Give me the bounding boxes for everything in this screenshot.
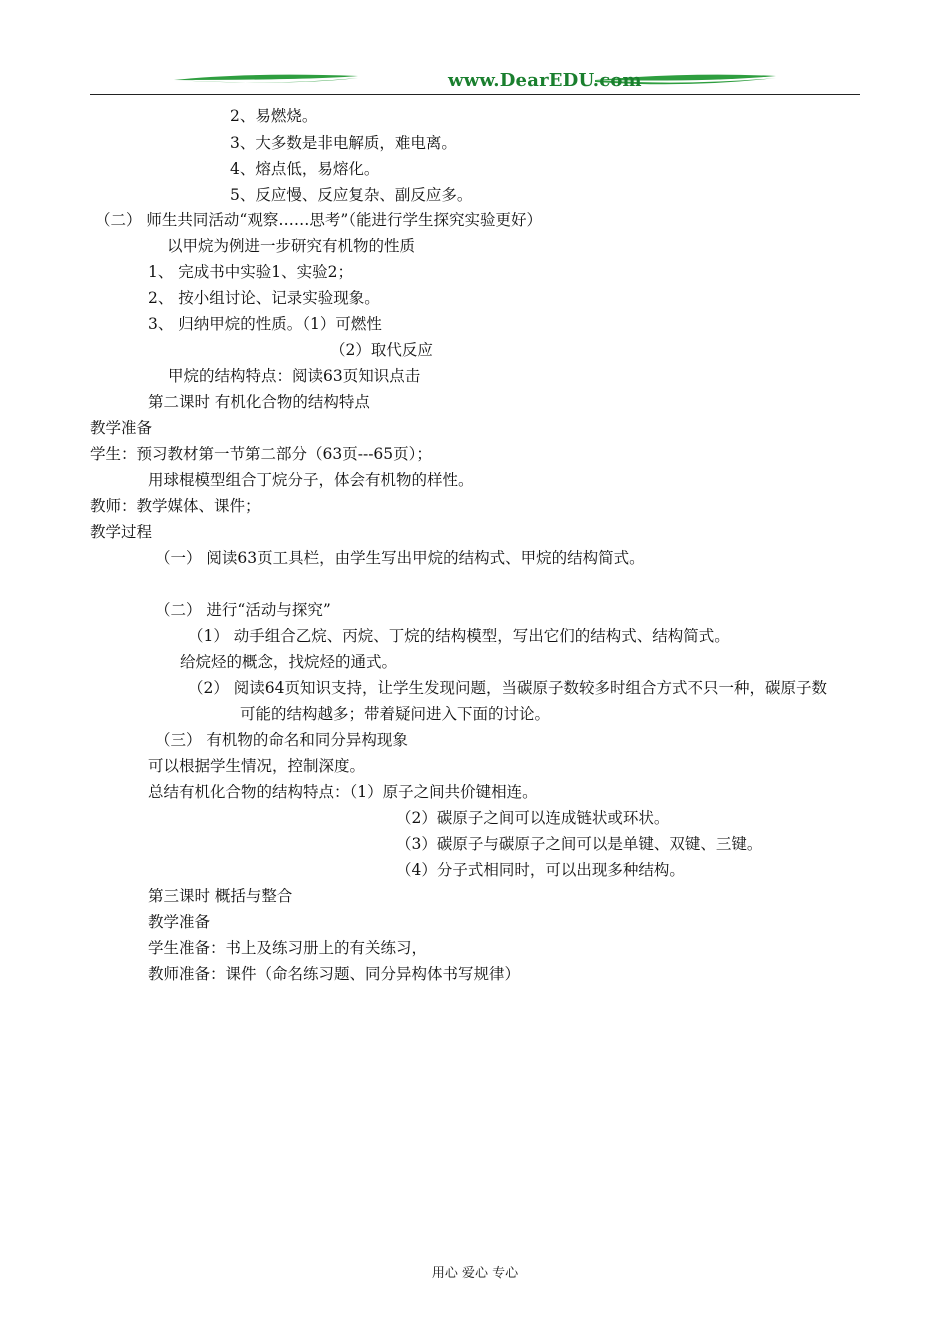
- lesson-heading: 第二课时 有机化合物的结构特点: [148, 393, 370, 411]
- text-line: 2、易燃烧。: [230, 107, 318, 125]
- text-line: （一） 阅读63页工具栏，由学生写出甲烷的结构式、甲烷的结构简式。: [155, 549, 645, 567]
- lesson-heading: 第三课时 概括与整合: [148, 887, 293, 905]
- text-line: （4）分子式相同时，可以出现多种结构。: [396, 861, 685, 879]
- text-line: 用球棍模型组合丁烷分子，体会有机物的样性。: [148, 471, 474, 489]
- text-line: 教学准备: [148, 913, 211, 931]
- text-line: 3、 归纳甲烷的性质。（1）可燃性: [148, 315, 382, 333]
- text-line: 2、 按小组讨论、记录实验现象。: [148, 289, 380, 307]
- text-line: 以甲烷为例进一步研究有机物的性质: [167, 237, 416, 255]
- text-line: （1） 动手组合乙烷、丙烷、丁烷的结构模型，写出它们的结构式、结构简式。: [188, 627, 730, 645]
- text-line: 教师：教学媒体、课件；: [90, 497, 261, 515]
- text-line: （二） 进行“活动与探究”: [155, 601, 331, 619]
- text-line: 教学准备: [90, 419, 153, 437]
- text-line: （2） 阅读64页知识支持，让学生发现问题，当碳原子数较多时组合方式不只一种，碳原子数: [188, 679, 828, 697]
- text-line: 给烷烃的概念，找烷烃的通式。: [180, 653, 398, 671]
- text-line: 教学过程: [90, 523, 153, 541]
- section-heading: （二） 师生共同活动“观察……思考”（能进行学生探究实验更好）: [95, 211, 543, 229]
- text-line: （3）碳原子与碳原子之间可以是单键、双键、三键。: [396, 835, 763, 853]
- site-header-banner: [90, 66, 860, 96]
- header-divider: [90, 94, 860, 95]
- text-line: 可能的结构越多；带着疑问进入下面的讨论。: [240, 705, 551, 723]
- text-line: 3、大多数是非电解质，难电离。: [230, 134, 457, 152]
- text-line: 总结有机化合物的结构特点：（1）原子之间共价键相连。: [148, 783, 538, 801]
- text-line: （2）碳原子之间可以连成链状或环状。: [396, 809, 670, 827]
- text-line: 可以根据学生情况，控制深度。: [148, 757, 366, 775]
- text-line: 甲烷的结构特点：阅读63页知识点击: [168, 367, 421, 385]
- text-line: 1、 完成书中实验1、实验2；: [148, 263, 354, 281]
- text-line: 教师准备：课件（命名练习题、同分异构体书写规律）: [148, 965, 521, 983]
- text-line: 学生准备：书上及练习册上的有关练习，: [148, 939, 428, 957]
- text-line: （2）取代反应: [330, 341, 433, 359]
- page-footer: 用心 爱心 专心: [431, 1266, 519, 1281]
- text-line: 5、反应慢、反应复杂、副反应多。: [230, 186, 473, 204]
- text-line: 4、熔点低，易熔化。: [230, 160, 380, 178]
- text-line: （三） 有机物的命名和同分异构现象: [155, 731, 408, 749]
- text-line: 学生：预习教材第一节第二部分（63页---65页）；: [90, 445, 432, 463]
- site-title: www.DearEDU.com: [448, 70, 642, 91]
